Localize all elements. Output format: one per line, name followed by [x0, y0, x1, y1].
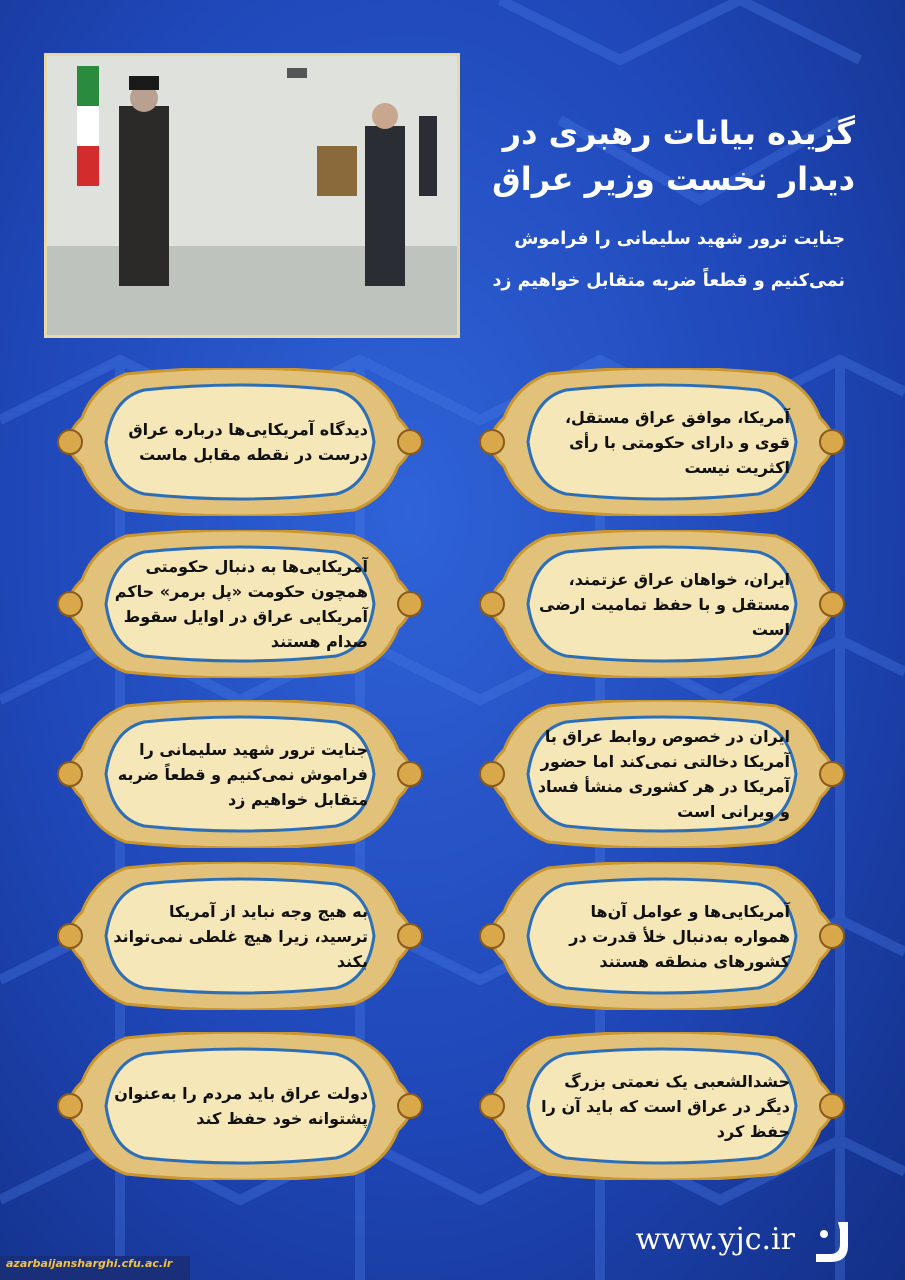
quote-card	[56, 368, 424, 516]
page-subtitle	[455, 218, 845, 302]
card-knob-right	[820, 924, 844, 948]
quote-card	[478, 1032, 846, 1180]
quote-card	[478, 862, 846, 1010]
quote-card	[478, 368, 846, 516]
title-line-1: گزیده بیانات رهبری در	[502, 114, 855, 152]
card-knob-left	[58, 1094, 82, 1118]
subtitle-line-1: جنایت ترور شهید سلیمانی را فراموش	[514, 229, 845, 249]
card-knob-right	[820, 430, 844, 454]
quote-text: آمریکایی‌ها و عوامل آن‌ها همواره به‌دنبال خلأ قدرت در کشورهای منطقه هستند	[569, 901, 790, 971]
card-knob-left	[480, 924, 504, 948]
card-knob-left	[58, 430, 82, 454]
quote-text: ایران، خواهان عراق عزتمند، مستقل و با حفظ تمامیت ارضی است	[539, 569, 790, 639]
card-knob-left	[480, 762, 504, 786]
quote-card	[478, 530, 846, 678]
card-knob-right	[398, 924, 422, 948]
card-knob-left	[480, 1094, 504, 1118]
card-knob-right	[398, 430, 422, 454]
quote-text: حشدالشعبی یک نعمتی بزرگ دیگر در عراق است که باید آن را حفظ کرد	[541, 1071, 790, 1141]
source-link[interactable]: azarbaijansharghi.cfu.ac.ir	[6, 1257, 173, 1270]
quote-text: جنایت ترور شهید سلیمانی را فراموش نمی‌کنیم و قطعاً ضربه متقابل خواهیم زد	[117, 739, 368, 809]
card-knob-right	[820, 592, 844, 616]
card-knob-left	[480, 592, 504, 616]
card-knob-right	[398, 592, 422, 616]
card-knob-right	[398, 762, 422, 786]
quote-card	[56, 862, 424, 1010]
quote-text: دیدگاه آمریکایی‌ها درباره عراق درست در نقطه مقابل ماست	[128, 420, 368, 464]
quote-text: دولت عراق باید مردم را به‌عنوان پشتوانه خود حفظ کند	[114, 1084, 368, 1128]
card-knob-left	[480, 430, 504, 454]
page-title	[455, 110, 855, 202]
quote-card	[56, 530, 424, 678]
quote-card	[56, 1032, 424, 1180]
card-knob-left	[58, 762, 82, 786]
subtitle-line-2: نمی‌کنیم و قطعاً ضربه متقابل خواهیم زد	[492, 271, 845, 291]
card-knob-right	[820, 762, 844, 786]
yjc-logo-icon	[808, 1216, 854, 1268]
card-knob-left	[58, 924, 82, 948]
card-knob-left	[58, 592, 82, 616]
quote-card	[56, 700, 424, 848]
quote-text: ایران در خصوص روابط عراق با آمریکا دخالتی نمی‌کند اما حضور آمریکا در هر کشوری منشأ فساد و ویرانی است	[537, 727, 790, 821]
title-line-2: دیدار نخست وزیر عراق	[492, 160, 855, 198]
card-knob-right	[820, 1094, 844, 1118]
quote-text: آمریکا، موافق عراق مستقل، قوی و دارای حکومتی با رأی اکثریت نیست	[564, 407, 790, 477]
meeting-photo	[44, 53, 460, 338]
card-knob-right	[398, 1094, 422, 1118]
quote-card	[478, 700, 846, 848]
website-url[interactable]: www.yjc.ir	[635, 1222, 795, 1257]
quote-text: به هیج وجه نباید از آمریکا ترسید، زیرا هیچ غلطی نمی‌تواند بکند	[113, 901, 368, 971]
quote-text: آمریکایی‌ها به دنبال حکومتی همچون حکومت «پل برمر» حاکم آمریکایی عراق در اوایل سقوط صدام هستند	[114, 557, 368, 651]
